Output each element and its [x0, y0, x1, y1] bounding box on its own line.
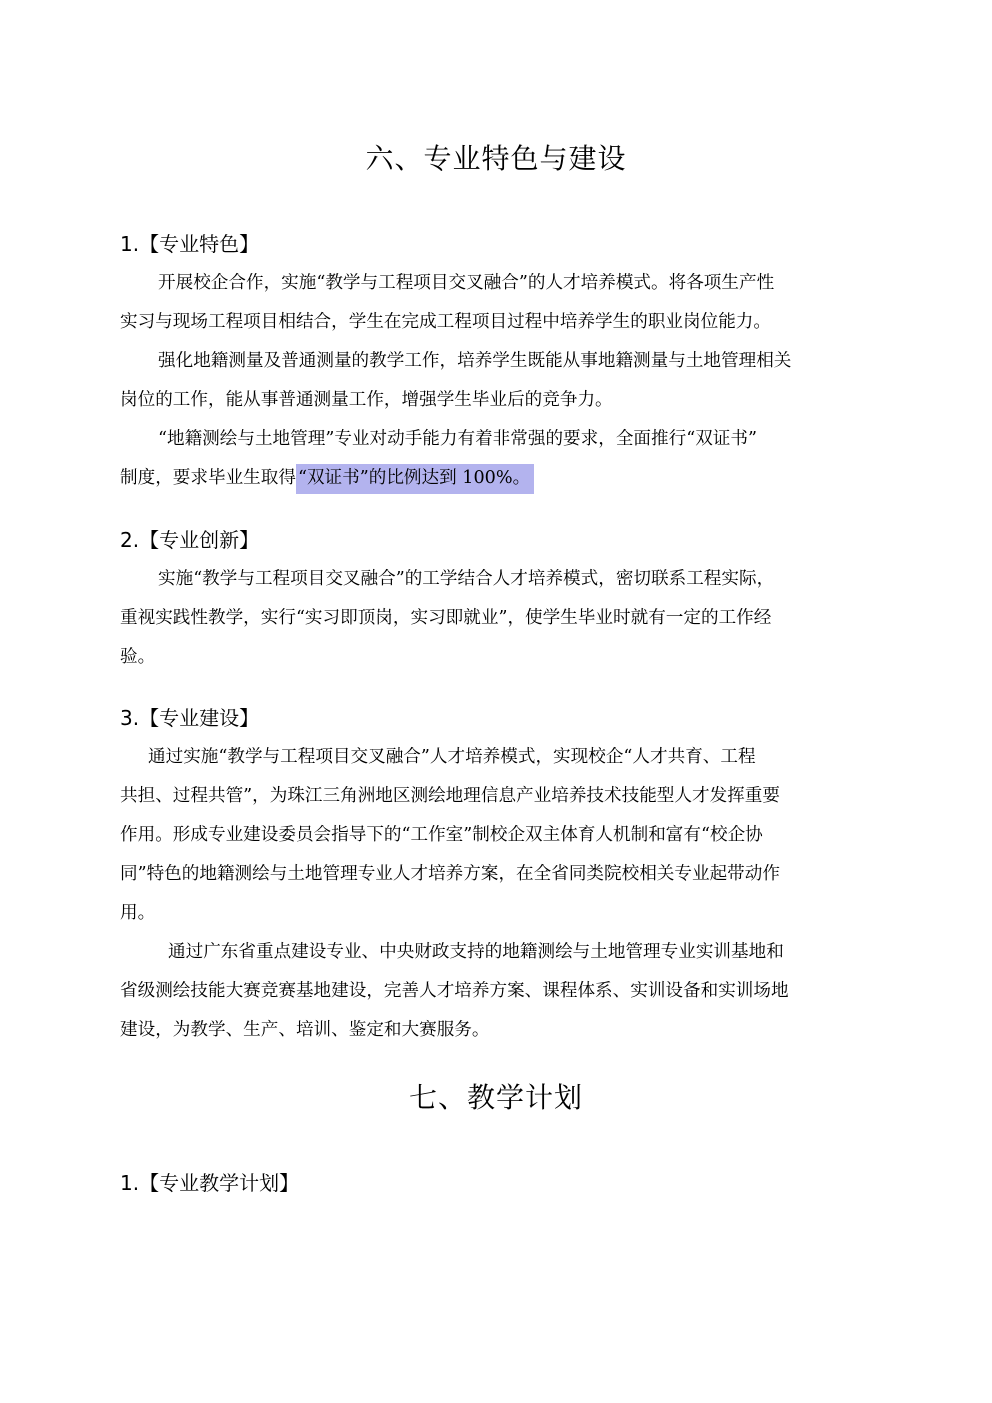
text-line: 通过实施“教学与工程项目交叉融合”人才培养模式，实现校企“人才共育、工程	[148, 747, 756, 767]
paragraph-features-2	[120, 342, 874, 420]
text-line: 用。	[120, 903, 156, 923]
text-line: 作用。形成专业建设委员会指导下的“工作室”制校企双主体育人机制和富有“校企协	[120, 825, 763, 845]
text-line: 实习与现场工程项目相结合，学生在完成工程项目过程中培养学生的职业岗位能力。	[120, 312, 771, 332]
highlighted-text[interactable]: “双证书”的比例达到 100%。	[296, 464, 534, 494]
paragraph-innovation-1	[120, 560, 874, 677]
text-line: 重视实践性教学，实行“实习即顶岗，实习即就业”，使学生毕业时就有一定的工作经	[120, 608, 772, 628]
text-line: 强化地籍测量及普通测量的教学工作，培养学生既能从事地籍测量与土地管理相关	[158, 351, 792, 371]
paragraph-features-1	[120, 264, 874, 342]
text-line: 验。	[120, 647, 156, 667]
text-segment: 制度，要求毕业生取得	[120, 468, 296, 488]
text-line: 共担、过程共管”，为珠江三角洲地区测绘地理信息产业培养技术技能型人才发挥重要	[120, 786, 780, 806]
text-line	[120, 459, 874, 498]
section-heading-features: 1.【专业特色】	[120, 232, 260, 256]
paragraph-construction-2	[120, 933, 874, 1050]
text-line: 省级测绘技能大赛竞赛基地建设，完善人才培养方案、课程体系、实训设备和实训场地	[120, 981, 789, 1001]
section-heading-construction: 3.【专业建设】	[120, 706, 260, 730]
section-heading-teaching-plan: 1.【专业教学计划】	[120, 1171, 300, 1195]
chapter-title-6: 六、专业特色与建设	[365, 142, 627, 175]
section-heading-innovation: 2.【专业创新】	[120, 528, 260, 552]
paragraph-features-3	[120, 420, 874, 498]
text-line: 岗位的工作，能从事普通测量工作，增强学生毕业后的竞争力。	[120, 390, 613, 410]
paragraph-construction-1	[120, 738, 874, 933]
chapter-title-7: 七、教学计划	[408, 1081, 583, 1114]
text-line: 通过广东省重点建设专业、中央财政支持的地籍测绘与土地管理专业实训基地和	[168, 942, 784, 962]
text-line: 同”特色的地籍测绘与土地管理专业人才培养方案，在全省同类院校相关专业起带动作	[120, 864, 780, 884]
text-line: 实施“教学与工程项目交叉融合”的工学结合人才培养模式，密切联系工程实际，	[158, 569, 775, 589]
text-line: “地籍测绘与土地管理”专业对动手能力有着非常强的要求，全面推行“双证书”	[158, 429, 757, 449]
text-line: 开展校企合作，实施“教学与工程项目交叉融合”的人才培养模式。将各项生产性	[158, 273, 775, 293]
text-line: 建设，为教学、生产、培训、鉴定和大赛服务。	[120, 1020, 490, 1040]
